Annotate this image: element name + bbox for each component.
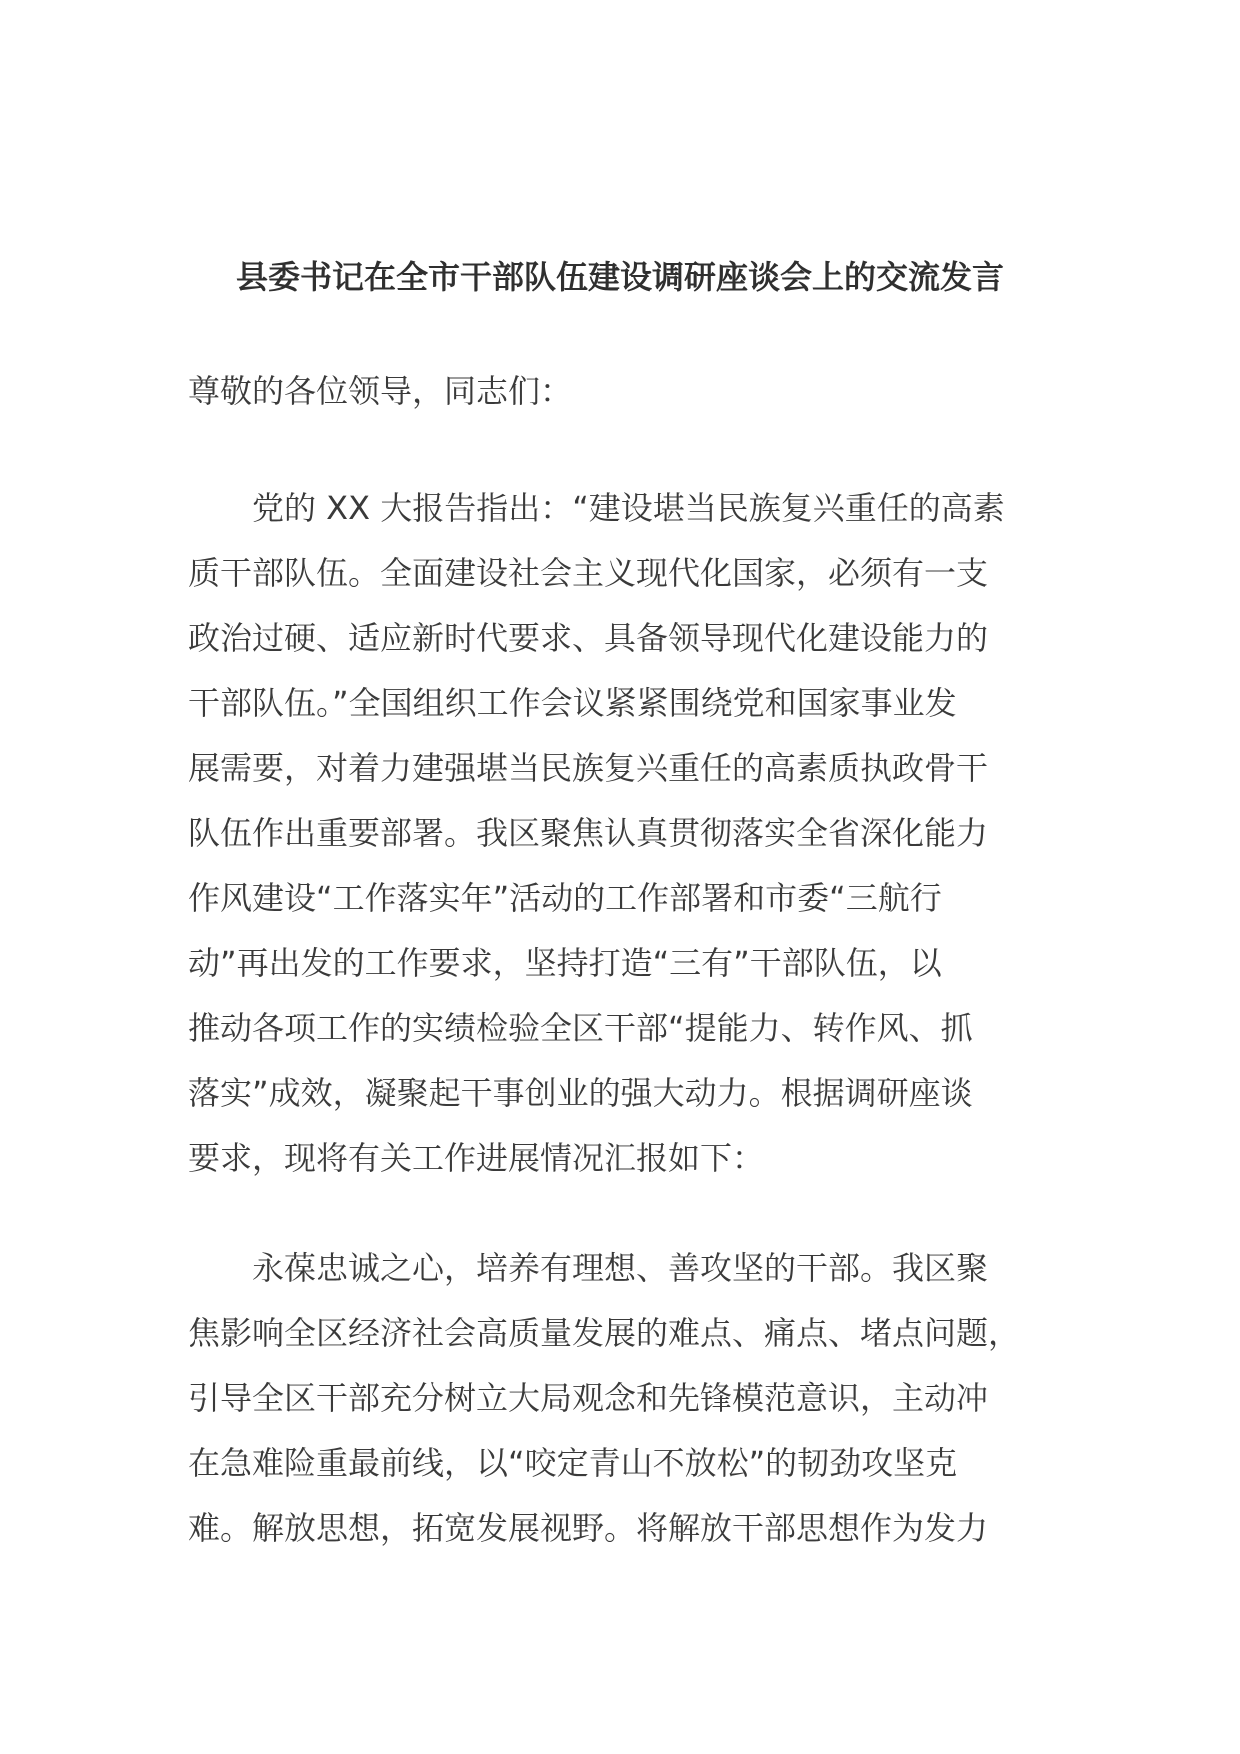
paragraph-line: 要求，现将有关工作进展情况汇报如下：: [188, 1139, 765, 1177]
paragraph-line: 落实”成效，凝聚起干事创业的强大动力。根据调研座谈: [188, 1074, 973, 1112]
paragraph-line: 引导全区干部充分树立大局观念和先锋模范意识，主动冲: [188, 1379, 989, 1417]
paragraph-line: 干部队伍。”全国组织工作会议紧紧围绕党和国家事业发: [188, 684, 957, 722]
paragraph-line: 动”再出发的工作要求，坚持打造“三有”干部队伍，以: [188, 944, 942, 982]
paragraph-line: 质干部队伍。全面建设社会主义现代化国家，必须有一支: [188, 554, 989, 592]
salutation: 尊敬的各位领导，同志们：: [188, 372, 573, 410]
paragraph-line: 难。解放思想，拓宽发展视野。将解放干部思想作为发力: [188, 1509, 989, 1547]
paragraph: [188, 1236, 1068, 1561]
paragraph-line: 展需要，对着力建强堪当民族复兴重任的高素质执政骨干: [188, 749, 989, 787]
paragraph-line: 队伍作出重要部署。我区聚焦认真贯彻落实全省深化能力: [188, 814, 989, 852]
paragraph-line: 政治过硬、适应新时代要求、具备领导现代化建设能力的: [188, 619, 989, 657]
paragraph-line: 作风建设“工作落实年”活动的工作部署和市委“三航行: [188, 879, 942, 917]
document-title: 县委书记在全市干部队伍建设调研座谈会上的交流发言: [235, 258, 1004, 296]
paragraph-line: 党的 XX 大报告指出：“建设堪当民族复兴重任的高素: [188, 489, 1005, 527]
paragraph-line: 永葆忠诚之心，培养有理想、善攻坚的干部。我区聚: [188, 1249, 989, 1287]
paragraph-line: 在急难险重最前线，以“咬定青山不放松”的韧劲攻坚克: [188, 1444, 958, 1482]
paragraph-line: 推动各项工作的实绩检验全区干部“提能力、转作风、抓: [188, 1009, 973, 1047]
paragraph-line: 焦影响全区经济社会高质量发展的难点、痛点、堵点问题，: [188, 1314, 1021, 1352]
paragraph: [188, 476, 1068, 1191]
